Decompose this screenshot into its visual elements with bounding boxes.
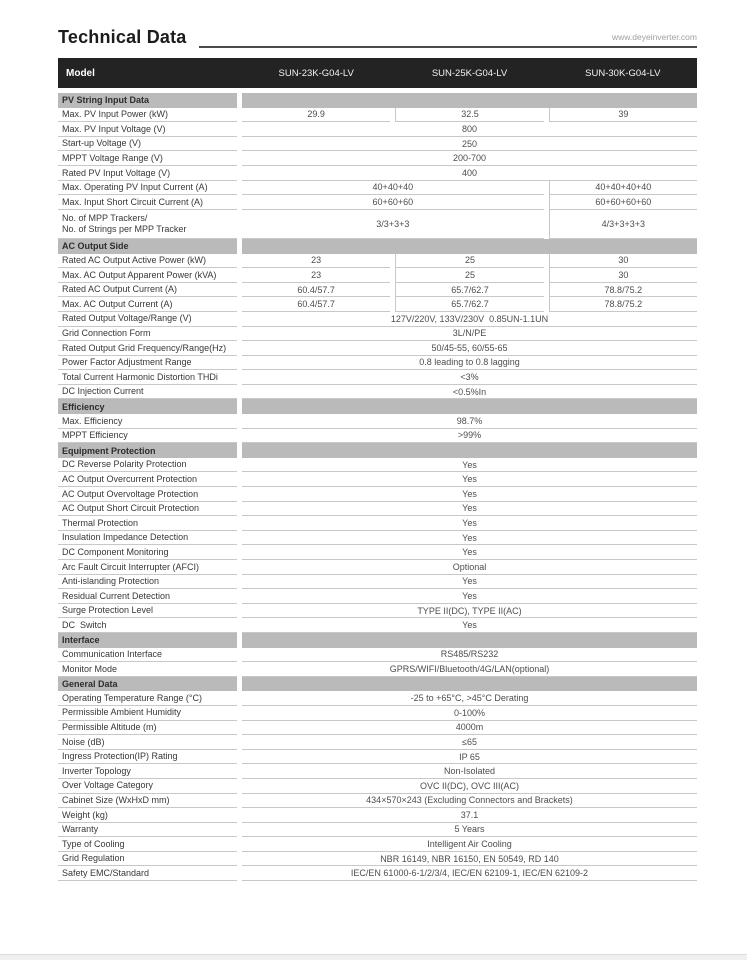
spec-value: 5 Years bbox=[242, 823, 697, 838]
spec-row bbox=[58, 575, 697, 590]
spec-row bbox=[58, 691, 697, 706]
spec-label: Safety EMC/Standard bbox=[58, 866, 237, 881]
spec-row bbox=[58, 735, 697, 750]
section-header-row bbox=[58, 399, 697, 414]
spec-row bbox=[58, 648, 697, 663]
spec-label: Cabinet Size (WxHxD mm) bbox=[58, 794, 237, 809]
spec-row bbox=[58, 662, 697, 677]
spec-label: Weight (kg) bbox=[58, 808, 237, 823]
spec-label: Max. Input Short Circuit Current (A) bbox=[58, 195, 237, 210]
model-name-1: SUN-23K-G04-LV bbox=[278, 67, 354, 79]
spec-row bbox=[58, 531, 697, 546]
spec-value: -25 to +65°C, >45°C Derating bbox=[242, 691, 697, 706]
spec-value: Yes bbox=[242, 472, 697, 487]
section-header-row bbox=[58, 677, 697, 692]
spec-value: 60.4/57.7 bbox=[242, 297, 390, 312]
spec-value: Yes bbox=[242, 545, 697, 560]
spec-label: AC Output Short Circuit Protection bbox=[58, 502, 237, 517]
spec-label: Max. AC Output Current (A) bbox=[58, 297, 237, 312]
spec-label: Arc Fault Circuit Interrupter (AFCI) bbox=[58, 560, 237, 575]
section-fill bbox=[242, 93, 697, 108]
spec-value: GPRS/WIFI/Bluetooth/4G/LAN(optional) bbox=[242, 662, 697, 677]
page-header bbox=[58, 20, 697, 48]
spec-value: 3L/N/PE bbox=[242, 327, 697, 342]
spec-row bbox=[58, 327, 697, 342]
spec-row bbox=[58, 502, 697, 517]
spec-row bbox=[58, 181, 697, 196]
spec-label: Type of Cooling bbox=[58, 837, 237, 852]
spec-value: Yes bbox=[242, 618, 697, 633]
spec-row bbox=[58, 545, 697, 560]
spec-value: 4000m bbox=[242, 721, 697, 736]
spec-label: AC Output Overcurrent Protection bbox=[58, 472, 237, 487]
spec-label: Rated PV Input Voltage (V) bbox=[58, 166, 237, 181]
spec-value: 23 bbox=[242, 254, 390, 269]
spec-label: Max. Operating PV Input Current (A) bbox=[58, 181, 237, 196]
spec-row bbox=[58, 458, 697, 473]
spec-row bbox=[58, 823, 697, 838]
model-name-2: SUN-25K-G04-LV bbox=[431, 67, 508, 79]
spec-row bbox=[58, 516, 697, 531]
spec-value: 78.8/75.2 bbox=[549, 297, 697, 312]
spec-label: Max. Efficiency bbox=[58, 414, 237, 429]
section-title: PV String Input Data bbox=[58, 93, 237, 108]
spec-value: >99% bbox=[242, 429, 697, 444]
spec-value: 250 bbox=[242, 137, 697, 152]
spec-value: 60.4/57.7 bbox=[242, 283, 390, 298]
spec-row bbox=[58, 297, 697, 312]
spec-row bbox=[58, 414, 697, 429]
spec-row bbox=[58, 706, 697, 721]
spec-value: 800 bbox=[242, 122, 697, 137]
spec-value: 127V/220V, 133V/230V 0.85UN-1.1UN bbox=[242, 312, 697, 327]
spec-value: 23 bbox=[242, 268, 390, 283]
spec-value: 78.8/75.2 bbox=[549, 283, 697, 298]
spec-value: 60+60+60 bbox=[242, 195, 544, 210]
model-name-3: SUN-30K-G04-LV bbox=[585, 67, 661, 79]
spec-label: AC Output Overvoltage Protection bbox=[58, 487, 237, 502]
spec-row bbox=[58, 341, 697, 356]
spec-row bbox=[58, 283, 697, 298]
spec-label: Residual Current Detection bbox=[58, 589, 237, 604]
spec-label: DC Component Monitoring bbox=[58, 545, 237, 560]
spec-value: 434×570×243 (Excluding Connectors and Brackets) bbox=[242, 794, 697, 809]
spec-value: TYPE II(DC), TYPE II(AC) bbox=[242, 604, 697, 619]
spec-value: Yes bbox=[242, 458, 697, 473]
section-fill bbox=[242, 677, 697, 692]
spec-row bbox=[58, 837, 697, 852]
spec-row bbox=[58, 866, 697, 881]
spec-label: Insulation Impedance Detection bbox=[58, 531, 237, 546]
section-title: Equipment Protection bbox=[58, 443, 237, 458]
spec-row bbox=[58, 151, 697, 166]
website-url: www.deyeinverter.com bbox=[611, 32, 697, 42]
spec-value: 37.1 bbox=[242, 808, 697, 823]
spec-label: Grid Connection Form bbox=[58, 327, 237, 342]
spec-value: 3/3+3+3 bbox=[242, 210, 544, 239]
spec-label: DC Reverse Polarity Protection bbox=[58, 458, 237, 473]
spec-label: Surge Protection Level bbox=[58, 604, 237, 619]
spec-value: 29.9 bbox=[242, 108, 390, 123]
spec-value: 50/45-55, 60/55-65 bbox=[242, 341, 697, 356]
spec-label: Permissible Ambient Humidity bbox=[58, 706, 237, 721]
spec-value: 0.8 leading to 0.8 lagging bbox=[242, 356, 697, 371]
spec-label: Max. PV Input Voltage (V) bbox=[58, 122, 237, 137]
spec-row bbox=[58, 764, 697, 779]
spec-label: Operating Temperature Range (°C) bbox=[58, 691, 237, 706]
spec-label: Ingress Protection(IP) Rating bbox=[58, 750, 237, 765]
section-header-row bbox=[58, 633, 697, 648]
spec-label: Communication Interface bbox=[58, 648, 237, 663]
spec-value: 40+40+40+40 bbox=[549, 181, 697, 196]
section-header-row bbox=[58, 443, 697, 458]
spec-label: Noise (dB) bbox=[58, 735, 237, 750]
spec-label: Monitor Mode bbox=[58, 662, 237, 677]
section-fill bbox=[242, 399, 697, 414]
spec-value: OVC II(DC), OVC III(AC) bbox=[242, 779, 697, 794]
spec-label: Grid Regulation bbox=[58, 852, 237, 867]
spec-table-body bbox=[58, 93, 697, 881]
spec-row bbox=[58, 779, 697, 794]
spec-row bbox=[58, 618, 697, 633]
spec-value: RS485/RS232 bbox=[242, 648, 697, 663]
spec-value: Yes bbox=[242, 487, 697, 502]
spec-value: Yes bbox=[242, 589, 697, 604]
spec-label: Permissible Altitude (m) bbox=[58, 721, 237, 736]
spec-value: Yes bbox=[242, 516, 697, 531]
spec-row bbox=[58, 560, 697, 575]
spec-value: <3% bbox=[242, 370, 697, 385]
spec-value: IP 65 bbox=[242, 750, 697, 765]
spec-value: Intelligent Air Cooling bbox=[242, 837, 697, 852]
spec-row bbox=[58, 370, 697, 385]
spec-row bbox=[58, 852, 697, 867]
spec-value: 65.7/62.7 bbox=[395, 297, 543, 312]
spec-row bbox=[58, 108, 697, 123]
spec-label: Inverter Topology bbox=[58, 764, 237, 779]
spec-value: NBR 16149, NBR 16150, EN 50549, RD 140 bbox=[242, 852, 697, 867]
spec-row bbox=[58, 356, 697, 371]
spec-value: ≤65 bbox=[242, 735, 697, 750]
spec-row bbox=[58, 604, 697, 619]
spec-label: Thermal Protection bbox=[58, 516, 237, 531]
spec-label: Anti-islanding Protection bbox=[58, 575, 237, 590]
spec-row bbox=[58, 166, 697, 181]
section-fill bbox=[242, 633, 697, 648]
spec-value: Optional bbox=[242, 560, 697, 575]
spec-value: Non-Isolated bbox=[242, 764, 697, 779]
spec-row bbox=[58, 195, 697, 210]
spec-label: Rated AC Output Active Power (kW) bbox=[58, 254, 237, 269]
section-fill bbox=[242, 239, 697, 254]
spec-value: 39 bbox=[549, 108, 697, 123]
spec-value: Yes bbox=[242, 502, 697, 517]
spec-value: 60+60+60+60 bbox=[549, 195, 697, 210]
spec-value: 4/3+3+3+3 bbox=[549, 210, 697, 239]
spec-row bbox=[58, 312, 697, 327]
spec-value: <0.5%In bbox=[242, 385, 697, 400]
spec-label: No. of MPP Trackers/ No. of Strings per MPP Tracker bbox=[58, 210, 237, 239]
spec-row bbox=[58, 472, 697, 487]
section-title: Efficiency bbox=[58, 399, 237, 414]
spec-value: 200-700 bbox=[242, 151, 697, 166]
page-bottom-edge bbox=[0, 954, 747, 960]
spec-row bbox=[58, 750, 697, 765]
spec-value: 0-100% bbox=[242, 706, 697, 721]
spec-value: Yes bbox=[242, 531, 697, 546]
spec-label: Over Voltage Category bbox=[58, 779, 237, 794]
spec-label: Rated AC Output Current (A) bbox=[58, 283, 237, 298]
spec-row bbox=[58, 487, 697, 502]
title-rule bbox=[199, 20, 697, 48]
spec-value: Yes bbox=[242, 575, 697, 590]
spec-label: Warranty bbox=[58, 823, 237, 838]
spec-label: Rated Output Voltage/Range (V) bbox=[58, 312, 237, 327]
spec-label: MPPT Efficiency bbox=[58, 429, 237, 444]
spec-value: 98.7% bbox=[242, 414, 697, 429]
spec-label: MPPT Voltage Range (V) bbox=[58, 151, 237, 166]
spec-row bbox=[58, 210, 697, 239]
section-header-row bbox=[58, 239, 697, 254]
spec-value: 30 bbox=[549, 254, 697, 269]
spec-value: 400 bbox=[242, 166, 697, 181]
spec-row bbox=[58, 808, 697, 823]
spec-label: DC Switch bbox=[58, 618, 237, 633]
spec-value: 30 bbox=[549, 268, 697, 283]
section-fill bbox=[242, 443, 697, 458]
spec-table bbox=[58, 58, 697, 881]
spec-row bbox=[58, 794, 697, 809]
spec-label: Rated Output Grid Frequency/Range(Hz) bbox=[58, 341, 237, 356]
spec-value: 25 bbox=[395, 254, 543, 269]
section-header-row bbox=[58, 93, 697, 108]
spec-label: Total Current Harmonic Distortion THDi bbox=[58, 370, 237, 385]
spec-value: 65.7/62.7 bbox=[395, 283, 543, 298]
spec-value: 25 bbox=[395, 268, 543, 283]
spec-row bbox=[58, 721, 697, 736]
spec-label: Start-up Voltage (V) bbox=[58, 137, 237, 152]
spec-row bbox=[58, 254, 697, 269]
spec-row bbox=[58, 122, 697, 137]
spec-label: Power Factor Adjustment Range bbox=[58, 356, 237, 371]
spec-value: IEC/EN 61000-6-1/2/3/4, IEC/EN 62109-1, IEC/EN 62109-2 bbox=[242, 866, 697, 881]
spec-row bbox=[58, 268, 697, 283]
spec-row bbox=[58, 385, 697, 400]
page-title: Technical Data bbox=[58, 27, 187, 47]
spec-label: Max. PV Input Power (kW) bbox=[58, 108, 237, 123]
section-title: General Data bbox=[58, 677, 237, 692]
model-header-row bbox=[58, 58, 697, 88]
spec-value: 40+40+40 bbox=[242, 181, 544, 196]
spec-label: DC Injection Current bbox=[58, 385, 237, 400]
section-title: Interface bbox=[58, 633, 237, 648]
spec-row bbox=[58, 429, 697, 444]
spec-row bbox=[58, 137, 697, 152]
section-title: AC Output Side bbox=[58, 239, 237, 254]
spec-value: 32.5 bbox=[395, 108, 543, 123]
spec-label: Max. AC Output Apparent Power (kVA) bbox=[58, 268, 237, 283]
model-header-label: Model bbox=[66, 67, 95, 79]
spec-row bbox=[58, 589, 697, 604]
